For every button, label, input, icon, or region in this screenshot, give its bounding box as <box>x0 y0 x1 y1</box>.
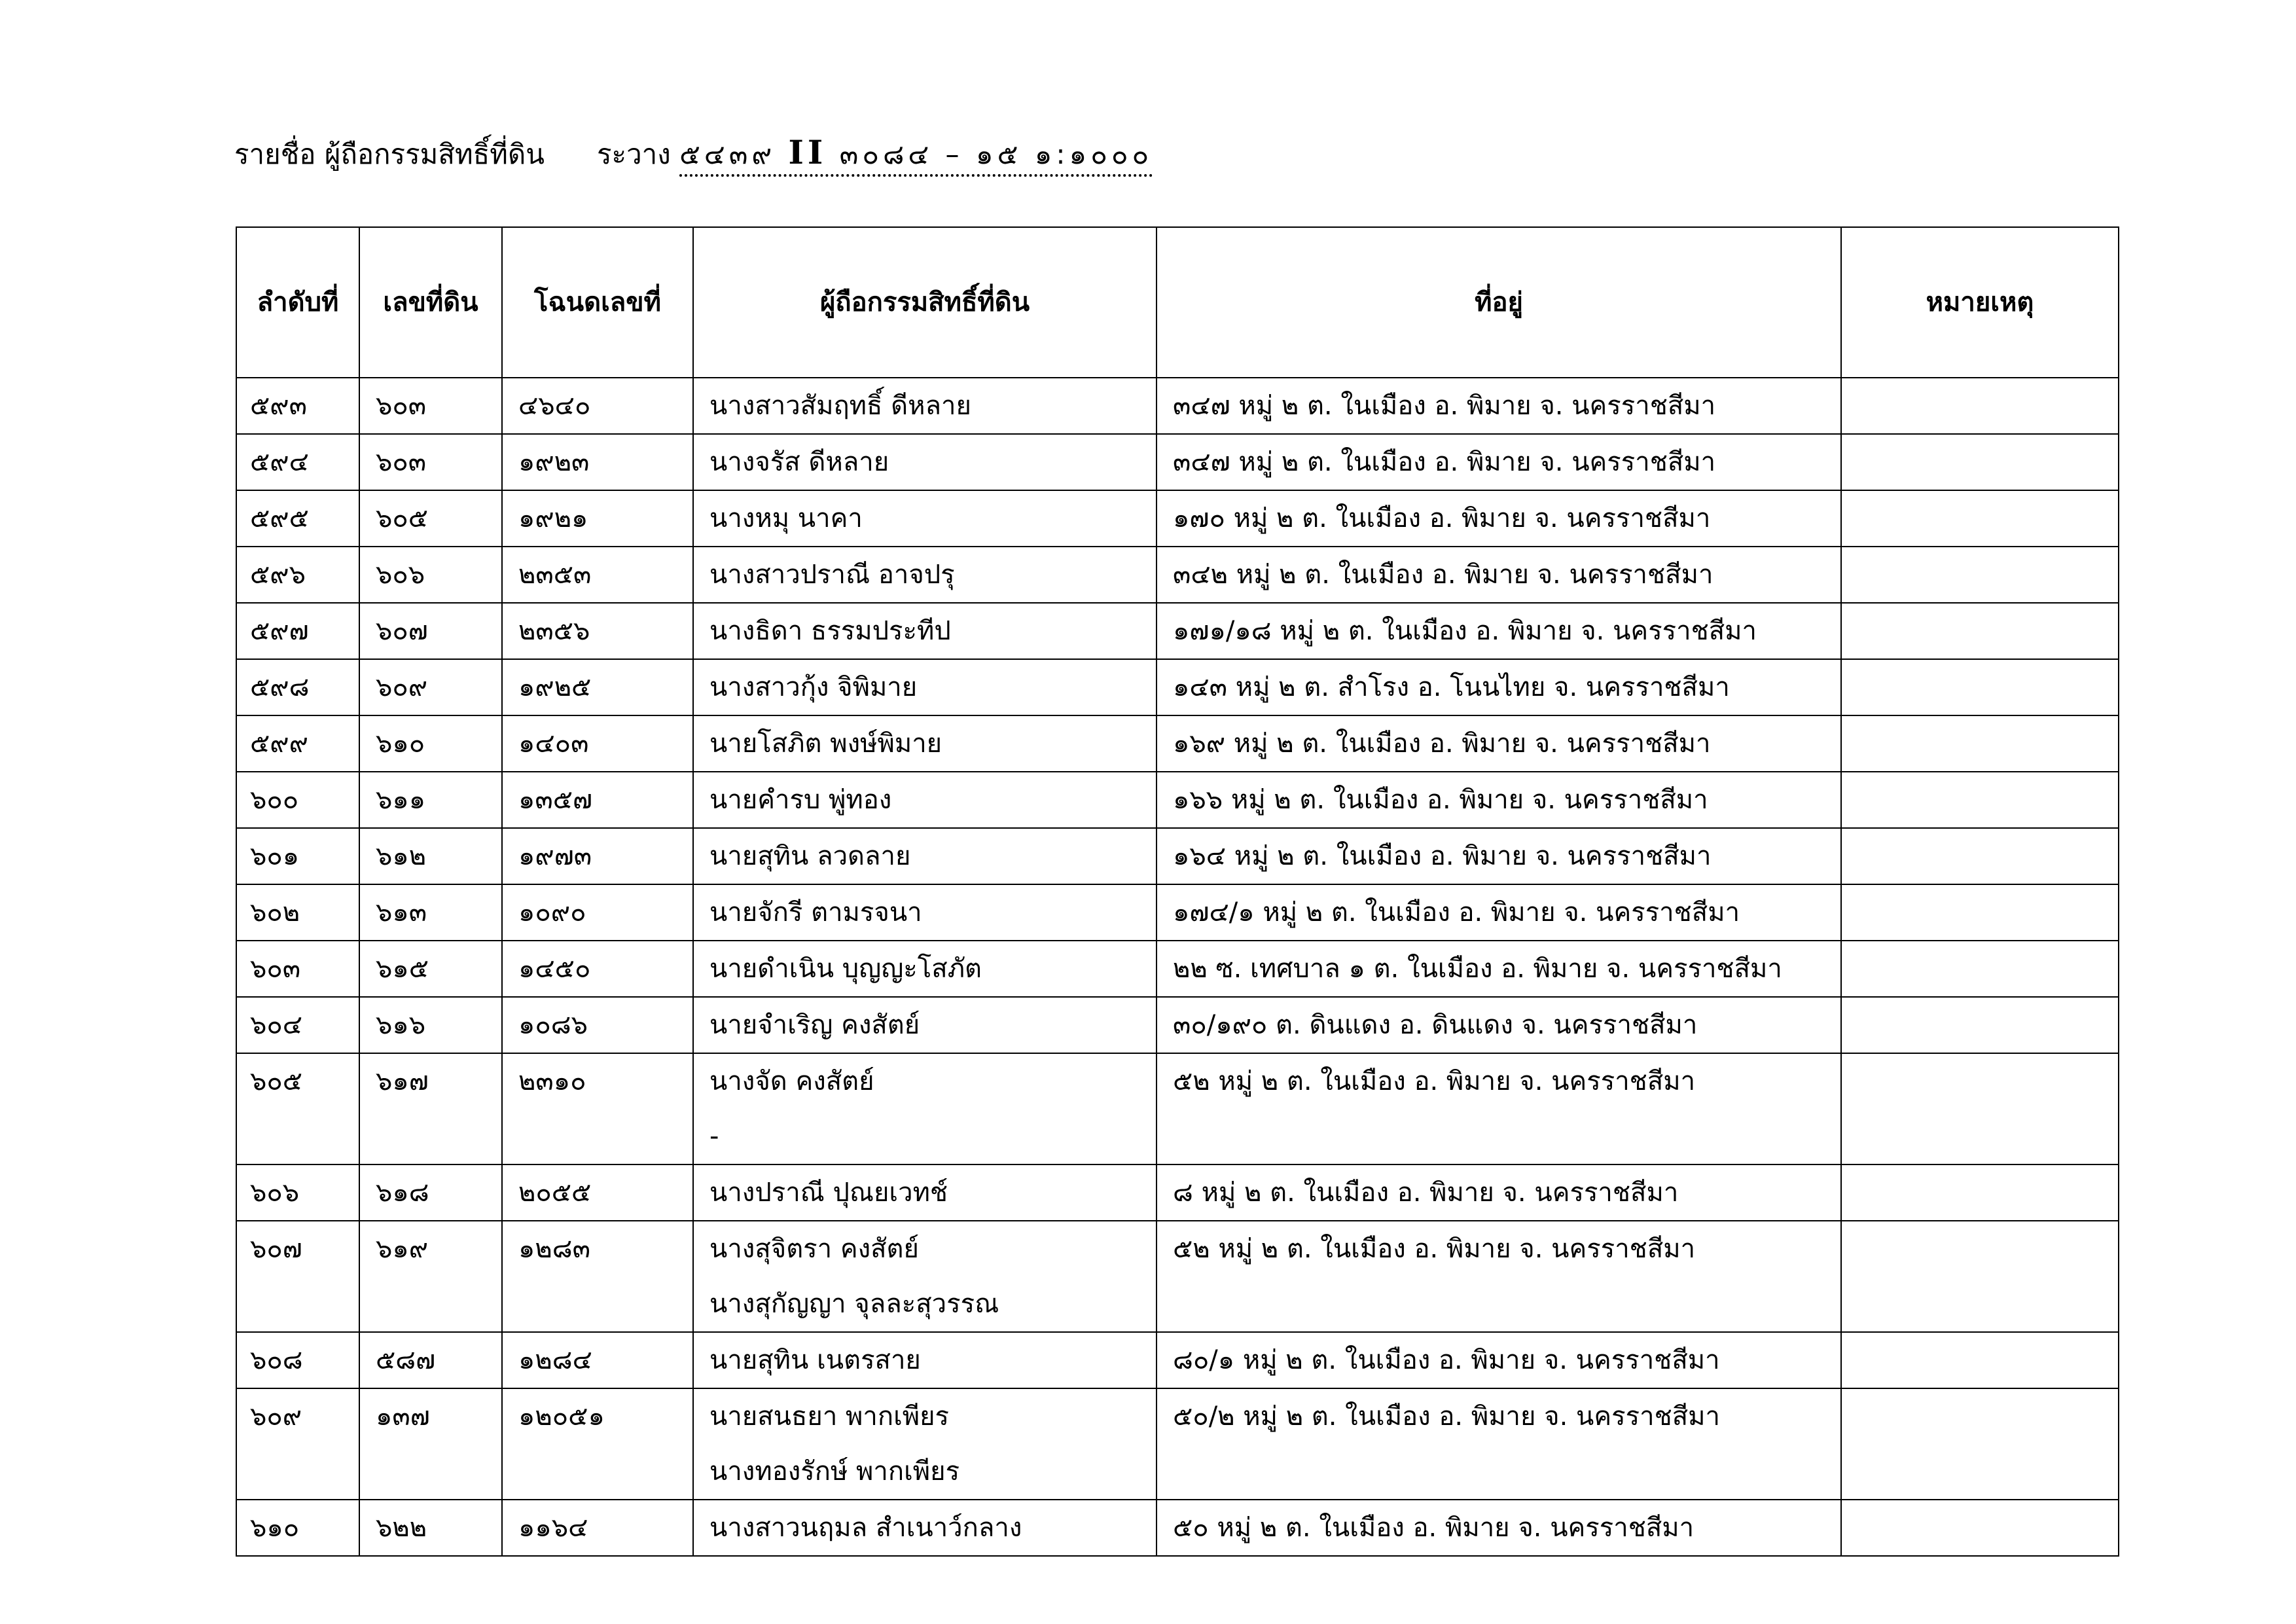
cell-land-number: ๖๑๑ <box>359 772 502 828</box>
table-row <box>236 715 2119 772</box>
cell-note <box>1841 997 2119 1053</box>
cell-order: ๖๐๓ <box>236 941 359 997</box>
cell-owner <box>693 378 1157 434</box>
cell-note <box>1841 1388 2119 1500</box>
table-row <box>236 547 2119 603</box>
cell-address: ๑๖๙ หมู่ ๒ ต. ในเมือง อ. พิมาย จ. นครราชสีมา <box>1157 715 1841 772</box>
owner-name: นายโสภิต พงษ์พิมาย <box>709 729 942 759</box>
cell-owner <box>693 1164 1157 1221</box>
cell-order: ๖๐๔ <box>236 997 359 1053</box>
table-row <box>236 772 2119 828</box>
cell-order: ๖๐๘ <box>236 1332 359 1388</box>
header-owner: ผู้ถือกรรมสิทธิ์ที่ดิน <box>693 227 1157 378</box>
owner-name: นางสาวกุ้ง จิพิมาย <box>709 672 918 702</box>
table-row <box>236 1500 2119 1556</box>
cell-note <box>1841 715 2119 772</box>
cell-address: ๓๔๒ หมู่ ๒ ต. ในเมือง อ. พิมาย จ. นครราชสีมา <box>1157 547 1841 603</box>
cell-order: ๕๙๖ <box>236 547 359 603</box>
cell-order: ๖๐๙ <box>236 1388 359 1500</box>
cell-land-number: ๖๐๗ <box>359 603 502 659</box>
cell-order: ๕๙๕ <box>236 490 359 547</box>
cell-address: ๑๖๖ หมู่ ๒ ต. ในเมือง อ. พิมาย จ. นครราชสีมา <box>1157 772 1841 828</box>
header-deed-number: โฉนดเลขที่ <box>502 227 693 378</box>
cell-deed-number: ๔๖๔๐ <box>502 378 693 434</box>
cell-note <box>1841 1221 2119 1332</box>
table-row <box>236 490 2119 547</box>
table-row <box>236 603 2119 659</box>
owner-name: นายสนธยา พากเพียร <box>709 1401 950 1432</box>
owner-name: นางจรัส ดีหลาย <box>709 447 889 477</box>
cell-deed-number: ๑๔๕๐ <box>502 941 693 997</box>
cell-owner <box>693 490 1157 547</box>
cell-deed-number: ๒๐๕๕ <box>502 1164 693 1221</box>
cell-note <box>1841 378 2119 434</box>
cell-deed-number: ๑๔๐๓ <box>502 715 693 772</box>
cell-note <box>1841 772 2119 828</box>
cell-deed-number: ๑๒๘๓ <box>502 1221 693 1332</box>
table-row <box>236 828 2119 884</box>
cell-address: ๕๐/๒ หมู่ ๒ ต. ในเมือง อ. พิมาย จ. นครราชสีมา <box>1157 1388 1841 1500</box>
cell-note <box>1841 828 2119 884</box>
cell-address: ๕๒ หมู่ ๒ ต. ในเมือง อ. พิมาย จ. นครราชสีมา <box>1157 1053 1841 1164</box>
cell-address: ๕๒ หมู่ ๒ ต. ในเมือง อ. พิมาย จ. นครราชสีมา <box>1157 1221 1841 1332</box>
table-row <box>236 1164 2119 1221</box>
cell-owner <box>693 434 1157 490</box>
cell-order: ๕๙๔ <box>236 434 359 490</box>
cell-land-number: ๖๑๘ <box>359 1164 502 1221</box>
cell-note <box>1841 1500 2119 1556</box>
map-sheet-number: ๕๔๓๙ <box>679 138 776 170</box>
cell-address: ๑๗๐ หมู่ ๒ ต. ในเมือง อ. พิมาย จ. นครราชสีมา <box>1157 490 1841 547</box>
cell-note <box>1841 490 2119 547</box>
cell-owner <box>693 1500 1157 1556</box>
table-row <box>236 997 2119 1053</box>
owner-name: นายจำเริญ คงสัตย์ <box>709 1010 920 1040</box>
cell-note <box>1841 434 2119 490</box>
header-land-number: เลขที่ดิน <box>359 227 502 378</box>
cell-deed-number: ๑๓๕๗ <box>502 772 693 828</box>
cell-owner <box>693 884 1157 941</box>
table-body <box>236 378 2119 1556</box>
owner-name: นางปราณี ปุณยเวทช์ <box>709 1178 948 1208</box>
owner-name: นางจัด คงสัตย์ <box>709 1066 874 1096</box>
cell-deed-number: ๒๓๕๓ <box>502 547 693 603</box>
cell-note <box>1841 1332 2119 1388</box>
cell-land-number: ๖๑๓ <box>359 884 502 941</box>
owner-name: นายสุทิน เนตรสาย <box>709 1345 921 1375</box>
map-sheet-label: ระวาง <box>596 138 671 170</box>
owner-name: นายดำเนิน บุญญะโสภัต <box>709 954 982 984</box>
cell-order: ๕๙๘ <box>236 659 359 715</box>
table-row <box>236 1388 2119 1500</box>
owner-name: นางสาวสัมฤทธิ์ ดีหลาย <box>709 391 971 421</box>
header-note: หมายเหตุ <box>1841 227 2119 378</box>
cell-note <box>1841 1053 2119 1164</box>
cell-land-number: ๖๐๕ <box>359 490 502 547</box>
cell-land-number: ๑๓๗ <box>359 1388 502 1500</box>
cell-land-number: ๖๐๓ <box>359 378 502 434</box>
cell-address: ๑๗๑/๑๘ หมู่ ๒ ต. ในเมือง อ. พิมาย จ. นครราชสีมา <box>1157 603 1841 659</box>
table-row <box>236 941 2119 997</box>
owner-name: นายคำรบ พู่ทอง <box>709 785 892 815</box>
owner-name: นางหมุ นาคา <box>709 503 863 533</box>
cell-order: ๕๙๙ <box>236 715 359 772</box>
cell-deed-number: ๑๙๒๓ <box>502 434 693 490</box>
document-title: รายชื่อ ผู้ถือกรรมสิทธิ์ที่ดิน <box>234 138 545 170</box>
cell-deed-number: ๑๙๒๑ <box>502 490 693 547</box>
cell-order: ๖๑๐ <box>236 1500 359 1556</box>
cell-deed-number: ๑๙๒๕ <box>502 659 693 715</box>
cell-deed-number: ๑๑๖๔ <box>502 1500 693 1556</box>
cell-order: ๖๐๗ <box>236 1221 359 1332</box>
cell-owner <box>693 603 1157 659</box>
cell-land-number: ๖๑๕ <box>359 941 502 997</box>
table-row <box>236 1332 2119 1388</box>
cell-address: ๕๐ หมู่ ๒ ต. ในเมือง อ. พิมาย จ. นครราชสีมา <box>1157 1500 1841 1556</box>
cell-owner <box>693 715 1157 772</box>
cell-owner <box>693 941 1157 997</box>
cell-address: ๓๐/๑๙๐ ต. ดินแดง อ. ดินแดง จ. นครราชสีมา <box>1157 997 1841 1053</box>
table-row <box>236 1221 2119 1332</box>
table-row <box>236 1053 2119 1164</box>
cell-land-number: ๖๐๓ <box>359 434 502 490</box>
cell-land-number: ๖๐๙ <box>359 659 502 715</box>
owner-name: นางสุจิตรา คงสัตย์ <box>709 1234 919 1264</box>
map-scale: ๑:๑๐๐๐ <box>1034 138 1153 170</box>
cell-land-number: ๖๑๖ <box>359 997 502 1053</box>
cell-deed-number: ๑๐๙๐ <box>502 884 693 941</box>
cell-deed-number: ๑๙๗๓ <box>502 828 693 884</box>
cell-note <box>1841 884 2119 941</box>
map-sheet-roman: II <box>788 133 827 171</box>
cell-address: ๘ หมู่ ๒ ต. ในเมือง อ. พิมาย จ. นครราชสีมา <box>1157 1164 1841 1221</box>
cell-land-number: ๖๑๗ <box>359 1053 502 1164</box>
cell-order: ๕๙๓ <box>236 378 359 434</box>
cell-owner <box>693 997 1157 1053</box>
cell-land-number: ๖๒๒ <box>359 1500 502 1556</box>
cell-note <box>1841 1164 2119 1221</box>
cell-deed-number: ๒๓๑๐ <box>502 1053 693 1164</box>
owner-name: นางสาวปราณี อาจปรุ <box>709 560 955 590</box>
cell-order: ๖๐๑ <box>236 828 359 884</box>
table-row <box>236 378 2119 434</box>
cell-address: ๒๒ ซ. เทศบาล ๑ ต. ในเมือง อ. พิมาย จ. นครราชสีมา <box>1157 941 1841 997</box>
cell-address: ๘๐/๑ หมู่ ๒ ต. ในเมือง อ. พิมาย จ. นครราชสีมา <box>1157 1332 1841 1388</box>
cell-owner <box>693 772 1157 828</box>
cell-land-number: ๖๑๐ <box>359 715 502 772</box>
cell-deed-number: ๑๐๘๖ <box>502 997 693 1053</box>
cell-note <box>1841 547 2119 603</box>
cell-address: ๑๔๓ หมู่ ๒ ต. สำโรง อ. โนนไทย จ. นครราชสีมา <box>1157 659 1841 715</box>
table-header-row <box>236 227 2119 378</box>
header-address: ที่อยู่ <box>1157 227 1841 378</box>
cell-note <box>1841 659 2119 715</box>
owner-name: นายสุทิน ลวดลาย <box>709 841 911 871</box>
cell-note <box>1841 603 2119 659</box>
owner-name: นางสาวนฤมล สำเนาว์กลาง <box>709 1513 1022 1543</box>
owner-name: นางธิดา ธรรมประทีป <box>709 616 951 646</box>
cell-owner <box>693 1221 1157 1332</box>
cell-owner <box>693 1332 1157 1388</box>
cell-owner <box>693 547 1157 603</box>
header-order: ลำดับที่ <box>236 227 359 378</box>
map-sheet-reference <box>679 133 1153 177</box>
table-row <box>236 659 2119 715</box>
cell-owner <box>693 659 1157 715</box>
cell-land-number: ๖๑๙ <box>359 1221 502 1332</box>
cell-land-number: ๖๑๒ <box>359 828 502 884</box>
cell-order: ๕๙๗ <box>236 603 359 659</box>
cell-land-number: ๕๘๗ <box>359 1332 502 1388</box>
cell-owner <box>693 828 1157 884</box>
table-row <box>236 434 2119 490</box>
cell-address: ๓๔๗ หมู่ ๒ ต. ในเมือง อ. พิมาย จ. นครราชสีมา <box>1157 378 1841 434</box>
land-owner-table <box>236 226 2119 1557</box>
cell-deed-number: ๑๒๘๔ <box>502 1332 693 1388</box>
cell-deed-number: ๒๓๕๖ <box>502 603 693 659</box>
cell-deed-number: ๑๒๐๕๑ <box>502 1388 693 1500</box>
cell-land-number: ๖๐๖ <box>359 547 502 603</box>
cell-address: ๑๗๔/๑ หมู่ ๒ ต. ในเมือง อ. พิมาย จ. นครราชสีมา <box>1157 884 1841 941</box>
cell-order: ๖๐๐ <box>236 772 359 828</box>
owner-name: - <box>709 1121 719 1151</box>
cell-owner <box>693 1053 1157 1164</box>
cell-note <box>1841 941 2119 997</box>
cell-order: ๖๐๖ <box>236 1164 359 1221</box>
document-header <box>234 133 1153 171</box>
cell-order: ๖๐๒ <box>236 884 359 941</box>
cell-order: ๖๐๕ <box>236 1053 359 1164</box>
table-row <box>236 884 2119 941</box>
cell-address: ๓๔๗ หมู่ ๒ ต. ในเมือง อ. พิมาย จ. นครราชสีมา <box>1157 434 1841 490</box>
cell-address: ๑๖๔ หมู่ ๒ ต. ในเมือง อ. พิมาย จ. นครราชสีมา <box>1157 828 1841 884</box>
owner-name: นางสุกัญญา จุลละสุวรรณ <box>709 1289 999 1319</box>
owner-name: นายจักรี ตามรจนา <box>709 897 922 928</box>
owner-name: นางทองรักษ์ พากเพียร <box>709 1456 960 1487</box>
cell-owner <box>693 1388 1157 1500</box>
map-grid-number: ๓๐๘๔ – ๑๕ <box>839 138 1022 170</box>
